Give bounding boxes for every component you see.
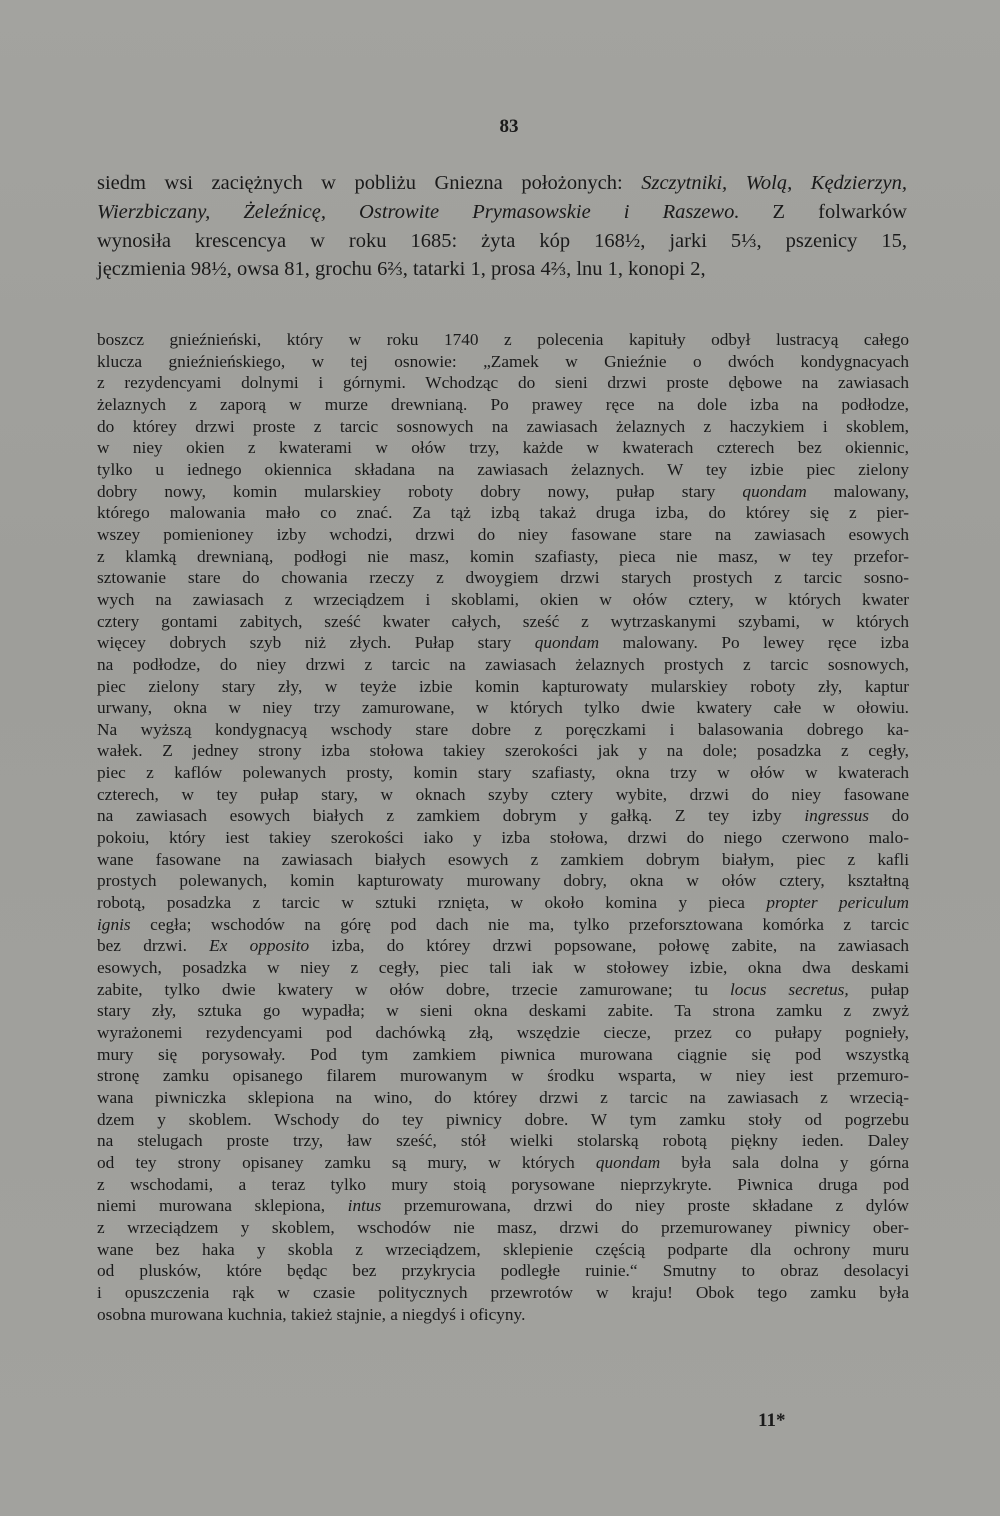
text-run: boszcz gnieźnieński, który w roku 1740 z polecenia kapituły odbył lustracyą całego — [97, 330, 909, 349]
text-run: niemi murowana sklepiona, — [97, 1196, 348, 1216]
text-line — [97, 524, 909, 546]
text-run: stary zły, sztuka go wypadła; w sieni okna deskami zabite. Ta strona zamku z zwyż — [97, 1001, 909, 1021]
text-run: mury się porysowały. Pod tym zamkiem piwnica murowana ciągnie się pod wszystką — [97, 1044, 909, 1064]
text-line — [97, 1195, 909, 1217]
text-line — [97, 1087, 909, 1109]
text-line — [97, 1044, 909, 1066]
text-line — [97, 589, 909, 611]
text-run: i opuszczenia rąk w czasie politycznych przewrotów w kraju! Obok tego zamku była — [97, 1282, 909, 1302]
text-run: do — [869, 806, 909, 826]
text-line — [97, 849, 909, 871]
text-run: zabite, tylko dwie kwatery w ołów dobre, trzecie zamurowane; tu — [97, 979, 730, 999]
text-run: esowych, posadzka w niey z cegły, piec tali iak w stołowey izbie, okna dwa deskami — [97, 958, 909, 978]
text-run: stronę zamku opisanego filarem murowanym w środku wsparta, w niey iest przemuro- — [97, 1066, 909, 1086]
text-run: od tey strony opisaney zamku są mury, w których — [97, 1152, 596, 1172]
text-run: żelaznych z zaporą w murze drewnianą. Po prawey ręce na dole izba na podłodze, — [97, 394, 909, 414]
text-run: od plusków, które będąc bez przykrycia podległe ruinie.“ Smutny to obraz desolacyi — [97, 1261, 909, 1281]
italic-text-run: ingressus — [804, 806, 870, 826]
text-line — [97, 827, 909, 849]
italic-text-run: intus — [347, 1196, 382, 1216]
text-run: dobry nowy, komin mularskiey roboty dobry nowy, pułap stary — [97, 481, 743, 501]
text-run: siedm wsi zaciężnych w pobliżu Gniezna położonych: — [97, 172, 642, 194]
text-run: w niey okien z kwaterami w ołów trzy, każde w kwaterach czterech bez okiennic, — [97, 438, 909, 458]
signature-mark: 11* — [758, 1410, 786, 1431]
text-run: na stelugach proste trzy, ław sześć, stół wielki stolarską robotą piękny ieden. Daley — [97, 1131, 909, 1151]
text-run: osobna murowana kuchnia, takież stajnie, a niegdyś i oficyny. — [97, 1304, 526, 1324]
text-line — [97, 198, 907, 227]
text-run: na zawiasach esowych białych z zamkiem dobrym y gałką. Z tey izby — [97, 806, 805, 826]
text-line — [97, 957, 909, 979]
text-line — [97, 914, 909, 936]
text-line — [97, 1282, 909, 1304]
text-line — [97, 227, 907, 256]
text-run: pokoiu, który iest takiey szerokości iako y izba stołowa, drzwi do niego czerwono malo- — [97, 828, 909, 848]
text-run: z klamką drewnianą, podłogi nie masz, komin szafiasty, pieca nie masz, w tey przefor- — [97, 546, 909, 566]
text-run: wane fasowane na zawiasach białych esowych z zamkiem dobrym białym, piec z kafli — [97, 849, 909, 869]
text-line — [97, 719, 909, 741]
italic-text-run: quondam — [595, 1152, 661, 1172]
text-run: wana piwniczka sklepiona na wino, do którey drzwi z tarcic na zawiasach z wrzecią- — [97, 1087, 909, 1107]
text-line — [97, 1065, 909, 1087]
text-run: jęczmienia 98½, owsa 81, grochu 6⅔, tatarki 1, prosa 4⅔, lnu 1, konopi 2, — [97, 258, 706, 281]
text-line — [97, 546, 909, 568]
text-line — [97, 762, 909, 784]
paragraph-crop-yields — [97, 169, 907, 284]
italic-text-run: Wierzbiczany, Żeleźnicę, Ostrowite Prymasowskie i Raszewo. — [97, 200, 740, 223]
text-run: wych na zawiasach z wrzeciądzem i skoblami, okien w ołów cztery, w których kwater — [97, 589, 909, 609]
text-run: Na wyższą kondygnacyą wschody stare dobre z poręczkami i balasowania dobrego ka- — [97, 719, 909, 739]
text-line — [97, 697, 909, 719]
text-line — [97, 329, 909, 351]
text-run: czterech, w tey pułap stary, w oknach szyby cztery wybite, drzwi do niey fasowane — [97, 784, 909, 804]
text-line — [97, 1109, 909, 1131]
text-run: sztowanie stare do chowania rzeczy z dwoygiem drzwi starych prostych z tarcic sosno- — [97, 568, 909, 588]
text-line — [97, 805, 909, 827]
text-run: którego malowania mało co znać. Za tąż izbą takaż druga izba, do którey się z pier- — [97, 503, 909, 523]
text-line — [97, 459, 909, 481]
text-run: piec zielony stary zły, w teyże izbie komin kapturowaty mularskiey roboty zły, kaptur — [97, 676, 909, 696]
text-line — [97, 169, 907, 198]
italic-text-run: quondam — [742, 481, 807, 501]
italic-text-run: locus secretus, — [729, 979, 849, 999]
text-run: na podłodze, do niey drzwi z tarcic na zawiasach żelaznych prostych z tarcic sosnowych, — [97, 654, 909, 674]
paragraph-castle-inspection — [97, 329, 909, 1325]
text-line — [97, 740, 909, 762]
text-line — [97, 1130, 909, 1152]
text-run: klucza gnieźnieńskiego, w tej osnowie: „Zamek w Gnieźnie o dwóch kondygnacyach — [97, 351, 909, 371]
text-run: bez drzwi. — [97, 936, 210, 956]
text-run: pułap — [848, 979, 909, 999]
text-run: wynosiła krescencya w roku 1685: żyta kóp 168½, jarki 5⅓, pszenicy 15, — [97, 229, 907, 252]
text-run: więcey dobrych szyb niż złych. Pułap stary — [97, 633, 535, 653]
text-line — [97, 892, 909, 914]
text-line — [97, 437, 909, 459]
text-run: urwany, okna w niey trzy zamurowane, w których tylko dwie kwatery całe w ołowiu. — [97, 698, 909, 718]
text-line — [97, 351, 909, 373]
text-line — [97, 870, 909, 892]
text-run: robotą, posadzka z tarcic w sztuki rznięta, w około komina y pieca — [97, 893, 767, 913]
text-line — [97, 632, 909, 654]
italic-text-run: Ex opposito — [209, 936, 310, 956]
italic-text-run: propter periculum — [766, 893, 910, 913]
text-run: przemurowana, drzwi do niey proste składane z dylów — [381, 1196, 909, 1216]
text-line — [97, 567, 909, 589]
text-line — [97, 481, 909, 503]
italic-text-run: quondam — [534, 633, 600, 653]
text-line — [97, 676, 909, 698]
text-run: była sala dolna y górna — [660, 1152, 910, 1172]
text-line — [97, 654, 909, 676]
text-line — [97, 784, 909, 806]
text-run: cegła; wschodów na górę pod dach nie ma, tylko przeforsztowana komórka z tarcic — [130, 914, 909, 934]
text-run: wszey pomienioney izby wchodzi, drzwi do niey fasowane stare na zawiasach esowych — [97, 524, 909, 544]
text-run: izba, do którey drzwi popsowane, połowę zabite, na zawiasach — [309, 936, 910, 956]
text-run: wane bez haka y skobla z wrzeciądzem, sklepienie częścią podparte dla ochrony muru — [97, 1239, 909, 1259]
text-run: do którey drzwi proste z tarcic sosnowych na zawiasach żelaznych z haczykiem i skoblem, — [97, 416, 909, 436]
text-line — [97, 1260, 909, 1282]
text-line — [97, 502, 909, 524]
text-line — [97, 416, 909, 438]
italic-text-run: Szczytniki, Wolą, Kędzierzyn, — [641, 172, 908, 194]
text-run: wałek. Z jedney strony izba stołowa takiey szerokości jak y na dole; posadzka z cegły, — [97, 741, 909, 761]
page-number: 83 — [499, 116, 519, 137]
text-line — [97, 1152, 909, 1174]
text-run: wyrażonemi rezydencyami pod dachówką złą, wszędzie ciecze, przez co pułapy pognieły, — [97, 1023, 909, 1042]
text-run: z wrzeciądzem y skoblem, wschodów nie masz, drzwi do przemurowaney piwnicy ober- — [97, 1217, 909, 1237]
italic-text-run: ignis — [97, 914, 131, 934]
text-line — [97, 1304, 909, 1326]
text-run: z wschodami, a teraz tylko mury stoią porysowane nieprzykryte. Piwnica druga pod — [97, 1174, 909, 1194]
text-line — [97, 1174, 909, 1196]
text-run: piec z kaflów polewanych prosty, komin stary szafiasty, okna trzy w ołów w kwaterach — [97, 763, 909, 783]
text-run: z rezydencyami dolnymi i górnymi. Wchodząc do sieni drzwi proste dębowe na zawiasach — [97, 373, 909, 393]
text-line — [97, 1022, 909, 1044]
text-run: prostych polewanych, komin kapturowaty murowany dobry, okna w ołów cztery, kształtną — [97, 871, 909, 891]
text-line — [97, 979, 909, 1001]
text-run: malowany, — [806, 481, 909, 501]
text-line — [97, 1217, 909, 1239]
text-run: tylko u iednego okiennica składana na zawiasach żelaznych. W tey izbie piec zielony — [97, 459, 909, 479]
text-line — [97, 611, 909, 633]
text-line — [97, 1000, 909, 1022]
text-line — [97, 394, 909, 416]
text-line — [97, 372, 909, 394]
text-line — [97, 255, 907, 284]
text-run: cztery gontami zabitych, sześć kwater całych, sześć z wytrzaskanymi szybami, w których — [97, 611, 909, 631]
text-run: dzem y skoblem. Wschody do tey piwnicy dobre. W tym zamku stoły od pogrzebu — [97, 1109, 909, 1129]
text-run: malowany. Po lewey ręce izba — [599, 633, 909, 653]
text-run: Z folwarków — [739, 200, 907, 223]
text-line — [97, 1239, 909, 1261]
text-line — [97, 935, 909, 957]
